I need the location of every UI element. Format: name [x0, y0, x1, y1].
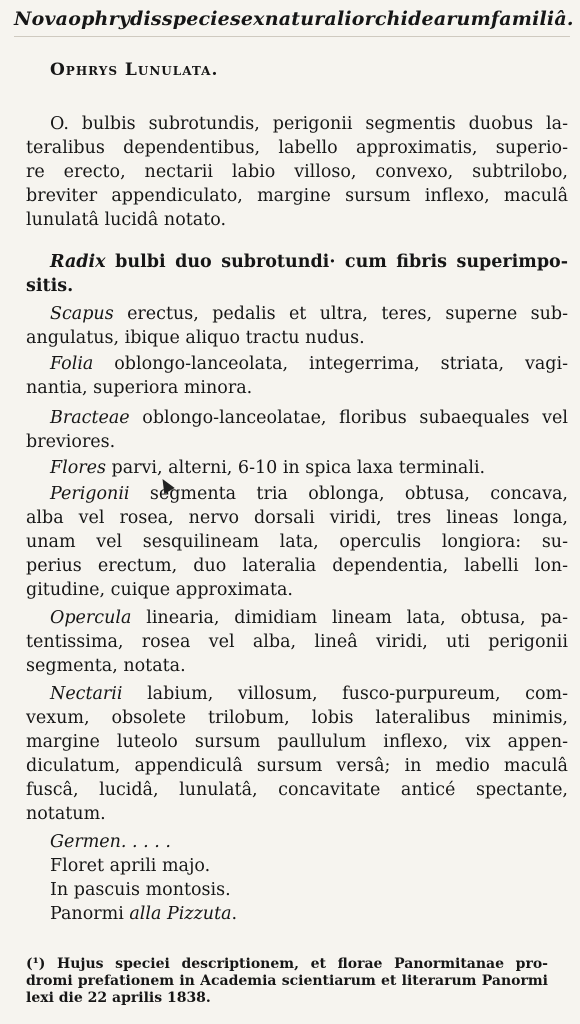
section-label: Perigonii [50, 484, 130, 504]
diagnosis-line: lunulatâ lucidâ notato. [26, 210, 227, 230]
species-title: Ophrys Lunulata. [50, 60, 219, 80]
radix-section [26, 250, 568, 298]
section-text: gitudine, cuique approximata. [26, 580, 293, 600]
diagnosis-line: O. bulbis subrotundis, perigonii segmentis duobus la- [50, 114, 568, 134]
diagnosis-line: re erecto, nectarii labio villoso, convexo, subtrilobo, [26, 162, 568, 182]
header-word: naturali [264, 8, 352, 30]
footnote-line: (¹) Hujus speciei descriptionem, et florae Panormitanae pro- [26, 956, 548, 972]
section-text: angulatus, ibique aliquo tractu nudus. [26, 328, 365, 348]
section-text: labium, villosum, fusco-purpureum, com- [122, 684, 568, 704]
section-text: notatum. [26, 804, 106, 824]
section-text: bulbi duo subrotundi· cum fibris superimpo- [105, 252, 568, 272]
locality-prefix: Panormi [50, 904, 130, 924]
closing-lines [26, 830, 568, 926]
diagnosis-line: teralibus dependentibus, labello approximatis, superio- [26, 138, 568, 158]
header-word: ophrydis [68, 8, 162, 30]
folia-section [26, 352, 568, 400]
section-text: oblongo-lanceolata, integerrima, striata, vagi- [93, 354, 568, 374]
section-text: margine luteolo sursum paullulum inflexo, vix appen- [26, 732, 568, 752]
section-text: breviores. [26, 432, 116, 452]
header-word: Nova [14, 8, 69, 30]
locality-line [26, 902, 568, 926]
section-text: alba vel rosea, nervo dorsali viridi, tres lineas longa, [26, 508, 568, 528]
section-text: parvi, alterni, 6-10 in spica laxa terminali. [105, 458, 486, 478]
section-text: oblongo-lanceolatae, floribus subaequales vel [129, 408, 568, 428]
section-label: Scapus [50, 304, 114, 324]
header-word: familiâ. [490, 8, 574, 30]
nectarii-section [26, 682, 568, 826]
section-text: erectus, pedalis et ultra, teres, superne sub- [113, 304, 568, 324]
diagnosis-paragraph [26, 112, 568, 232]
perigonii-section [26, 482, 568, 602]
header-word: ex [240, 8, 265, 30]
section-text: segmenta, notata. [26, 656, 186, 676]
section-label: Flores [50, 458, 106, 478]
section-text: tentissima, rosea vel alba, lineâ viridi, uti perigonii [26, 632, 568, 652]
footnote-line: dromi prefationem in Academia scientiarum et literarum Panormi [26, 973, 548, 989]
section-label: Radix [50, 252, 106, 272]
section-text: unam vel sesquilineam lata, operculis longiora: su- [26, 532, 568, 552]
section-text: sitis. [26, 276, 74, 296]
bracteae-section [26, 406, 568, 454]
header-word: orchidearum [351, 8, 491, 30]
flores-section [26, 456, 568, 480]
section-text: segmenta tria oblonga, obtusa, concava, [129, 484, 568, 504]
running-header [14, 2, 574, 37]
locality-italic: alla Pizzuta [129, 904, 232, 924]
section-label: Folia [50, 354, 94, 374]
scapus-section [26, 302, 568, 350]
section-text: fuscâ, lucidâ, lunulatâ, concavitate anticé spectante, [26, 780, 568, 800]
section-text: vexum, obsolete trilobum, lobis lateralibus minimis, [26, 708, 568, 728]
header-word: species [161, 8, 241, 30]
section-text: nantia, superiora minora. [26, 378, 253, 398]
section-text: diculatum, appendiculâ sursum versâ; in medio maculâ [26, 756, 568, 776]
floret-line: Floret aprili majo. [50, 856, 211, 876]
habitat-line: In pascuis montosis. [50, 880, 231, 900]
section-text: linearia, dimidiam lineam lata, obtusa, pa- [131, 608, 568, 628]
germen-line: Germen. . . . . [50, 832, 171, 852]
section-label: Nectarii [50, 684, 123, 704]
section-label: Bracteae [50, 408, 130, 428]
diagnosis-line: breviter appendiculato, margine sursum inflexo, maculâ [26, 186, 568, 206]
locality-suffix: . [231, 904, 238, 924]
section-label: Opercula [50, 608, 132, 628]
section-text: perius erectum, duo lateralia dependentia, labelli lon- [26, 556, 568, 576]
footnote-line: lexi die 22 aprilis 1838. [26, 990, 211, 1006]
opercula-section [26, 606, 568, 678]
footnote [26, 956, 548, 1007]
